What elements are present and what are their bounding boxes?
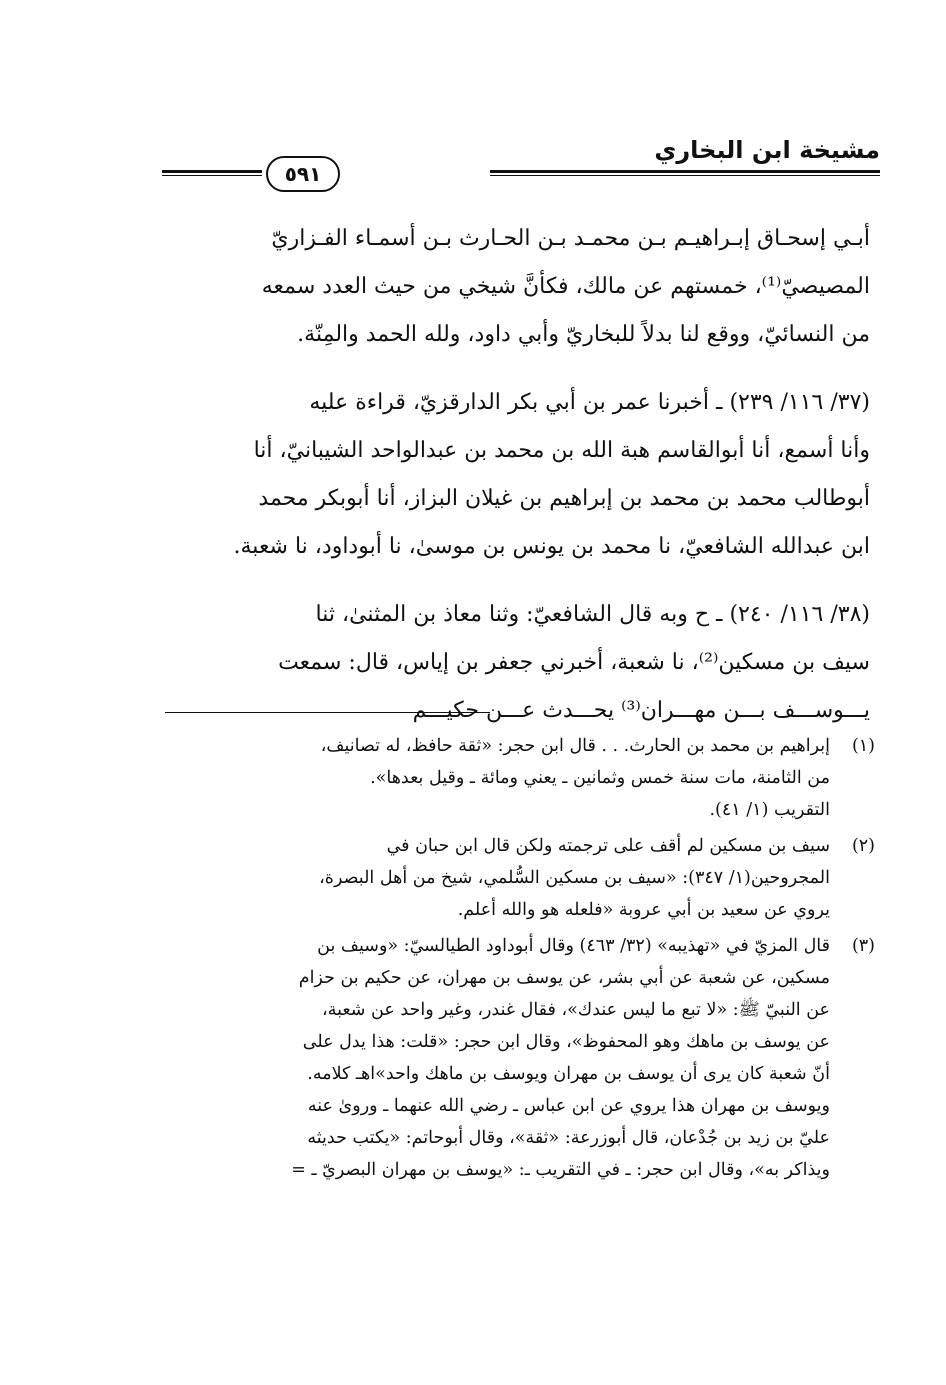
footnote-line: أنّ شعبة كان يرى أن يوسف بن مهران ويوسف بن ماهك واحد»اهـ كلامه. xyxy=(307,1064,830,1084)
footnote-line: عن النبيّ ﷺ: «لا تبع ما ليس عندك»، فقال غندر، وغير واحد عن شعبة، xyxy=(322,1000,830,1020)
footnote-line: التقريب (١/ ٤١). xyxy=(709,800,830,820)
paragraph-1 xyxy=(150,215,870,359)
footnote-line: عليّ بن زيد بن جُدْعان، قال أبوزرعة: «ثقة»، وقال أبوحاتم: «يكتب حديثه xyxy=(307,1128,830,1148)
text-line: (٣٧/ ١١٦/ ٢٣٩) ـ أخبرنا عمر بن أبي بكر الدارقزيّ، قراءة عليه xyxy=(309,390,870,415)
text-line: أبوطالب محمد بن محمد بن إبراهيم بن غيلان البزاز، أنا أبوبكر محمد xyxy=(258,486,870,511)
footnote-line: مسكين، عن شعبة عن أبي بشر، عن يوسف بن مهران، عن حكيم بن حزام xyxy=(298,968,830,988)
book-title: مشيخة ابن البخاري xyxy=(654,136,880,164)
footnote-line: قال المزيّ في «تهذيبه» (٣٢/ ٤٦٣) وقال أبوداود الطيالسيّ: «وسيف بن xyxy=(317,936,830,956)
footnote-line: إبراهيم بن محمد بن الحارث. . . قال ابن حجر: «ثقة حافظ، له تصانيف، xyxy=(320,736,830,756)
footnote-2 xyxy=(150,830,875,926)
header-rule-right xyxy=(490,170,880,173)
footnote-number: (٣) xyxy=(851,936,875,956)
header-rule-right-thin xyxy=(490,175,880,176)
paragraph-hadith-38 xyxy=(150,591,870,735)
footnote-line: عن يوسف بن ماهك وهو المحفوظ»، وقال ابن حجر: «قلت: هذا يدل على xyxy=(302,1032,830,1052)
header-rule-left xyxy=(162,170,262,173)
footnote-3 xyxy=(150,930,875,1186)
page-number: ٥٩١ xyxy=(266,156,340,192)
text-line: (٣٨/ ١١٦/ ٢٤٠) ـ ح وبه قال الشافعيّ: وثنا معاذ بن المثنىٰ، ثنا xyxy=(315,602,870,627)
footnotes xyxy=(150,730,875,1190)
text-line: ابن عبدالله الشافعيّ، نا محمد بن يونس بن موسىٰ، نا أبوداود، نا شعبة. xyxy=(233,534,870,559)
text-line: سيف بن مسكين⁽²⁾، نا شعبة، أخبرني جعفر بن إياس، قال: سمعت xyxy=(278,650,870,675)
text-line: المصيصيّ⁽¹⁾، خمستهم عن مالك، فكأنَّ شيخي من حيث العدد سمعه xyxy=(261,274,870,299)
paragraph-hadith-37 xyxy=(150,379,870,571)
footnote-line: ويذاكر به»، وقال ابن حجر: ـ في التقريب ـ: «يوسف بن مهران البصريّ ـ = xyxy=(291,1160,830,1180)
text-line: وأنا أسمع، أنا أبوالقاسم هبة الله بن محمد بن عبدالواحد الشيبانيّ، أنا xyxy=(253,438,870,463)
header-rule-left-thin xyxy=(162,175,262,176)
footnote-1 xyxy=(150,730,875,826)
footnote-line: المجروحين(١/ ٣٤٧): «سيف بن مسكين السُّلمي، شيخ من أهل البصرة، xyxy=(319,868,830,888)
footnote-line: من الثامنة، مات سنة خمس وثمانين ـ يعني ومائة ـ وقيل بعدها». xyxy=(370,768,830,788)
main-text xyxy=(150,215,870,755)
footnote-line: يروي عن سعيد بن أبي عروبة «فلعله هو والله أعلم. xyxy=(457,900,830,920)
footnote-separator xyxy=(165,712,490,713)
text-line: أبـي إسحـاق إبـراهيـم بـن محمـد بـن الحـارث بـن أسمـاء الفـزاريّ xyxy=(271,226,870,251)
footnote-number: (١) xyxy=(851,736,875,756)
footnote-number: (٢) xyxy=(851,836,875,856)
text-line: من النسائيّ، ووقع لنا بدلاً للبخاريّ وأبي داود، ولله الحمد والمِنّة. xyxy=(297,322,870,347)
footnote-line: ويوسف بن مهران هذا يروي عن ابن عباس ـ رضي الله عنهما ـ وروىٰ عنه xyxy=(307,1096,830,1116)
text-line: يـــوســـف بـــن مهـــران⁽³⁾ يحـــدث عـــن حكيـــم xyxy=(412,698,870,723)
page-header xyxy=(150,128,880,190)
footnote-line: سيف بن مسكين لم أقف على ترجمته ولكن قال ابن حبان في xyxy=(386,836,830,856)
